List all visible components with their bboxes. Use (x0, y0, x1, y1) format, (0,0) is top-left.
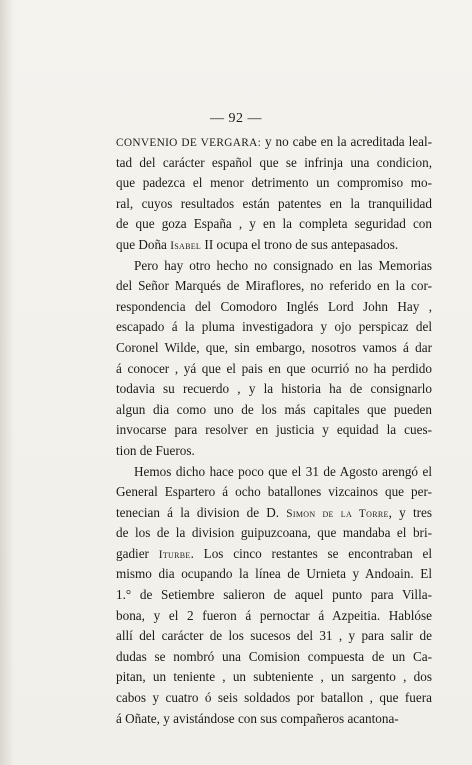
paragraph (116, 132, 432, 256)
text-line (116, 523, 432, 544)
text-line (116, 606, 432, 627)
text-line (116, 688, 432, 709)
text-segment: tion de Fueros. (116, 442, 195, 458)
body-text (116, 132, 432, 729)
text-segment: del Señor Marqués de Miraflores, no referido en la cor- (116, 278, 432, 294)
text-segment: CONVENIO DE VERGARA: (116, 137, 262, 149)
text-line (116, 153, 432, 174)
text-line (116, 194, 432, 215)
text-line (116, 317, 432, 338)
text-line (116, 256, 432, 277)
page-number: — 92 — (210, 111, 262, 126)
paragraph (116, 462, 432, 730)
text-segment: mismo dia ocupando la línea de Urnieta y Andoain. El (116, 566, 432, 582)
text-segment: invocarse para resolver en justicia y equidad la cues- (116, 422, 432, 438)
text-line (116, 235, 432, 256)
text-segment: á conocer , yá que el pais en que ocurrió no ha perdido (116, 360, 432, 376)
text-segment: Simon de la Torre (286, 507, 389, 520)
text-segment: 1.° de Setiembre salieron de aquel punto para Villa- (116, 587, 432, 603)
text-segment: pitan, un teniente , un subteniente , un sargento , dos (116, 669, 432, 685)
text-segment: de que goza España , y en la completa seguridad con (116, 216, 432, 232)
text-line (116, 420, 432, 441)
text-line (116, 297, 432, 318)
text-line (116, 667, 432, 688)
text-segment: respondencia del Comodoro Inglés Lord John Hay , (116, 298, 432, 314)
text-line (116, 400, 432, 421)
text-segment: Coronel Wilde, que, sin embargo, nosotros vamos á dar (116, 339, 432, 355)
text-line (116, 503, 432, 524)
text-segment: Iturbe (158, 548, 191, 561)
text-segment: Isabel (170, 239, 202, 252)
text-line (116, 647, 432, 668)
text-line (116, 544, 432, 565)
text-line (116, 379, 432, 400)
text-segment: II ocupa el trono de sus antepasados. (201, 236, 399, 252)
text-segment: cabos y cuatro ó seis soldados por batallon , que fuera (116, 690, 432, 706)
text-segment: ral, cuyos resultados están patentes en la tranquilidad (116, 195, 432, 211)
text-segment: General Espartero á ocho batallones vizcainos que per- (116, 484, 432, 500)
text-line (116, 709, 432, 730)
text-line (116, 132, 432, 153)
text-segment: allí del carácter de los sucesos del 31 , y para salir de (116, 628, 432, 644)
text-segment: y no cabe en la acreditada leal- (261, 134, 433, 149)
text-line (116, 626, 432, 647)
text-segment: tenecian á la division de D. (116, 504, 287, 520)
text-segment: gadier (116, 545, 159, 561)
text-line (116, 585, 432, 606)
text-segment: . Los cinco restantes se encontraban el (190, 545, 433, 561)
text-segment: , y tres (388, 504, 432, 520)
text-line (116, 359, 432, 380)
text-line (116, 441, 432, 462)
text-line (116, 214, 432, 235)
text-line (116, 482, 432, 503)
text-line (116, 564, 432, 585)
text-segment: Hemos dicho hace poco que el 31 de Agosto arengó el (134, 463, 432, 479)
text-line (116, 173, 432, 194)
text-segment: bona, y el 2 fueron á pernoctar á Azpeitia. Hablóse (116, 607, 432, 623)
text-line (116, 462, 432, 483)
text-segment: todavia su recuerdo , y la historia ha de consignarlo (116, 381, 432, 397)
text-segment: dudas se nombró una Comision compuesta de un Ca- (116, 648, 432, 664)
text-line (116, 338, 432, 359)
text-segment: escapado á la pluma investigadora y ojo perspicaz del (116, 319, 432, 335)
text-segment: Pero hay otro hecho no consignado en las Memorias (134, 257, 432, 273)
paragraph (116, 256, 432, 462)
text-line (116, 276, 432, 297)
text-segment: á Oñate, y avistándose con sus compañeros acantona- (116, 710, 399, 726)
text-segment: algun dia como uno de los más capitales que pueden (116, 401, 432, 417)
text-segment: de los de la division guipuzcoana, que mandaba el bri- (116, 525, 432, 541)
text-segment: que Doña (116, 236, 171, 252)
text-segment: tad del carácter español que se infrinja una condicion, (116, 154, 432, 170)
text-segment: que padezca el menor detrimento un compromiso mo- (116, 175, 432, 191)
